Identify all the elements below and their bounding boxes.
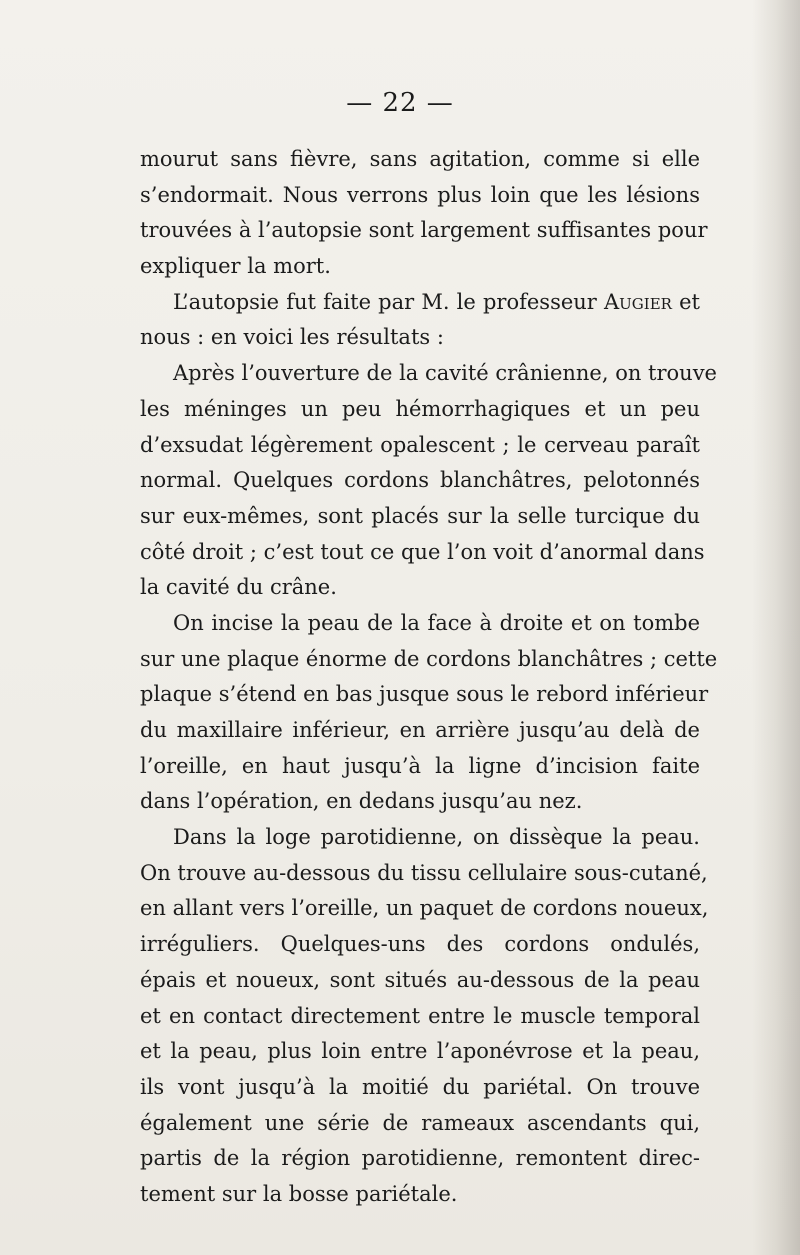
text-line: normal. Quelques cordons blanchâtres, pelotonnés (140, 468, 700, 493)
text-line: également une série de rameaux ascendants qui, (140, 1110, 700, 1135)
text-line: L’autopsie fut faite par M. le professeur Augier et (173, 289, 700, 314)
text-line: côté droit ; c’est tout ce que l’on voit d’anormal dans (140, 539, 705, 564)
text-line: du maxillaire inférieur, en arrière jusqu’au delà de (140, 718, 700, 742)
text-line: tement sur la bosse pariétale. (140, 1181, 458, 1206)
text-line: d’exsudat légèrement opalescent ; le cerveau paraît (140, 432, 700, 457)
text-line: l’oreille, en haut jusqu’à la ligne d’incision faite (140, 753, 700, 778)
text-line: irréguliers. Quelques-uns des cordons ondulés, (140, 932, 700, 957)
text-line: sur une plaque énorme de cordons blanchâtres ; cette (140, 646, 718, 671)
text-line: partis de la région parotidienne, remontent direc- (140, 1146, 700, 1171)
text-line: plaque s’étend en bas jusque sous le rebord inférieur (140, 682, 709, 707)
text-line: sur eux-mêmes, sont placés sur la selle turcique du (140, 503, 700, 528)
text-line: et la peau, plus loin entre l’aponévrose et la peau, (140, 1039, 700, 1064)
text-line: Après l’ouverture de la cavité crânienne, on trouve (173, 361, 717, 386)
text-line: On incise la peau de la face à droite et on tombe (173, 610, 700, 635)
text-line: ils vont jusqu’à la moitié du pariétal. On trouve (140, 1074, 700, 1099)
page-number: — 22 — (346, 88, 454, 118)
body-text (140, 142, 718, 1213)
text-line: dans l’opération, en dedans jusqu’au nez. (140, 789, 583, 814)
text-line: trouvées à l’autopsie sont largement suffisantes pour (140, 218, 708, 243)
text-line: s’endormait. Nous verrons plus loin que les lésions (140, 182, 700, 207)
text-line: épais et noueux, sont situés au-dessous de la peau (140, 967, 700, 992)
text-line: mourut sans fièvre, sans agitation, comme si elle (140, 147, 700, 171)
text-line: On trouve au-dessous du tissu cellulaire sous-cutané, (140, 860, 708, 885)
text-line: nous : en voici les résultats : (140, 325, 444, 350)
author-name: Augier (604, 289, 672, 314)
text-line: en allant vers l’oreille, un paquet de cordons noueux, (140, 896, 709, 921)
text-line: expliquer la mort. (140, 254, 331, 279)
text-line: Dans la loge parotidienne, on dissèque la peau. (173, 825, 700, 850)
text-line: et en contact directement entre le muscle temporal (140, 1003, 700, 1028)
text-line: les méninges un peu hémorrhagiques et un peu (140, 396, 700, 421)
text-line: la cavité du crâne. (140, 575, 337, 600)
